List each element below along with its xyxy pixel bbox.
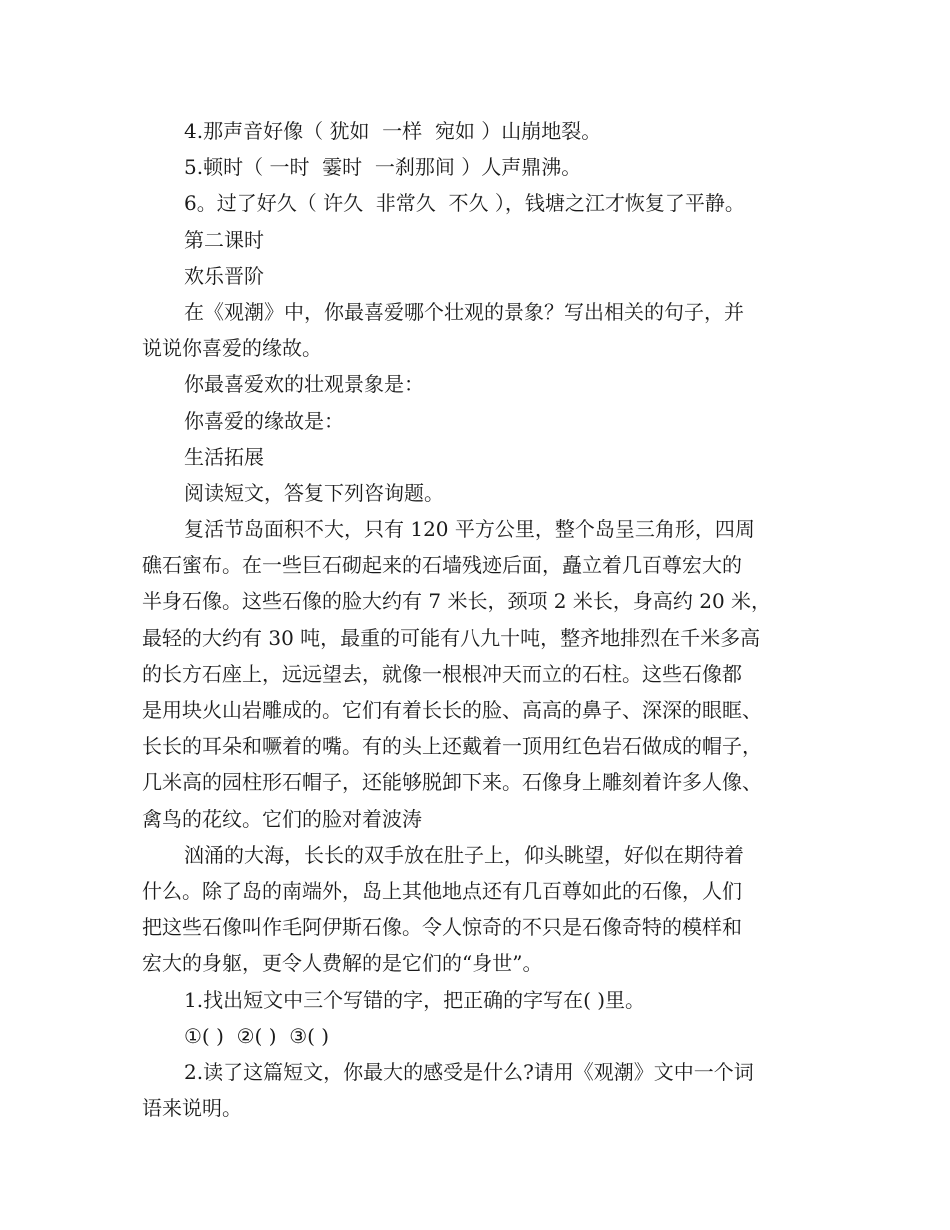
text-line: 长长的耳朵和噘着的嘴。有的头上还戴着一顶用红色岩石做成的帽子， (142, 734, 762, 759)
text-line: 2.读了这篇短文，你最大的感受是什么?请用《观潮》文中一个词 (184, 1059, 754, 1084)
text-line: 生活拓展 (184, 444, 264, 469)
text-line: 5.顿时（ 一时 霎时 一刹那间 ）人声鼎沸。 (184, 155, 582, 180)
text-line: 你最喜爱欢的壮观景象是： (184, 372, 424, 397)
text-line: 半身石像。这些石像的脸大约有 7 米长，颈项 2 米长，身高约 20 米， (142, 589, 772, 614)
document-body (142, 113, 818, 1126)
text-line: 几米高的园柱形石帽子，还能够脱卸下来。石像身上雕刻着许多人像、 (142, 770, 762, 795)
text-line: 1.找出短文中三个写错的字，把正确的字写在( )里。 (184, 987, 646, 1012)
text-line: 最轻的大约有 30 吨，最重的可能有八九十吨，整齐地排烈在千米多高 (142, 625, 761, 650)
text-line: 把这些石像叫作毛阿伊斯石像。令人惊奇的不只是石像奇特的模样和 (142, 915, 742, 940)
text-line: 是用块火山岩雕成的。它们有着长长的脸、高高的鼻子、深深的眼眶、 (142, 698, 762, 722)
text-line: 禽鸟的花纹。它们的脸对着波涛 (142, 806, 422, 831)
text-line: 礁石蜜布。在一些巨石砌起来的石墙残迹后面，矗立着几百尊宏大的 (142, 553, 742, 578)
text-line: 第二课时 (184, 227, 264, 252)
text-line: 说说你喜爱的缘故。 (142, 336, 322, 361)
text-line: 宏大的身躯，更令人费解的是它们的“身世”。 (142, 951, 543, 976)
text-line: 你喜爱的缘故是： (184, 408, 344, 433)
text-line: 语来说明。 (142, 1096, 242, 1121)
text-line: 欢乐晋阶 (184, 263, 264, 288)
text-line: 在《观潮》中，你最喜爱哪个壮观的景象？写出相关的句子，并 (184, 299, 744, 324)
text-line: 复活节岛面积不大，只有 120 平方公里，整个岛呈三角形，四周 (184, 517, 755, 542)
text-line: 6。过了好久（ 许久 非常久 不久 ），钱塘之江才恢复了平静。 (184, 191, 745, 216)
text-line: 的长方石座上，远远望去，就像一根根冲天而立的石柱。这些石像都 (142, 661, 742, 686)
text-line: 4.那声音好像（ 犹如 一样 宛如 ）山崩地裂。 (184, 119, 602, 143)
text-line: ①( ) ②( ) ③( ) (184, 1023, 330, 1048)
text-line: 什么。除了岛的南端外，岛上其他地点还有几百尊如此的石像，人们 (142, 878, 742, 903)
text-line: 汹涌的大海，长长的双手放在肚子上，仰头眺望，好似在期待着 (184, 842, 744, 867)
text-line: 阅读短文，答复下列咨询题。 (184, 480, 444, 505)
